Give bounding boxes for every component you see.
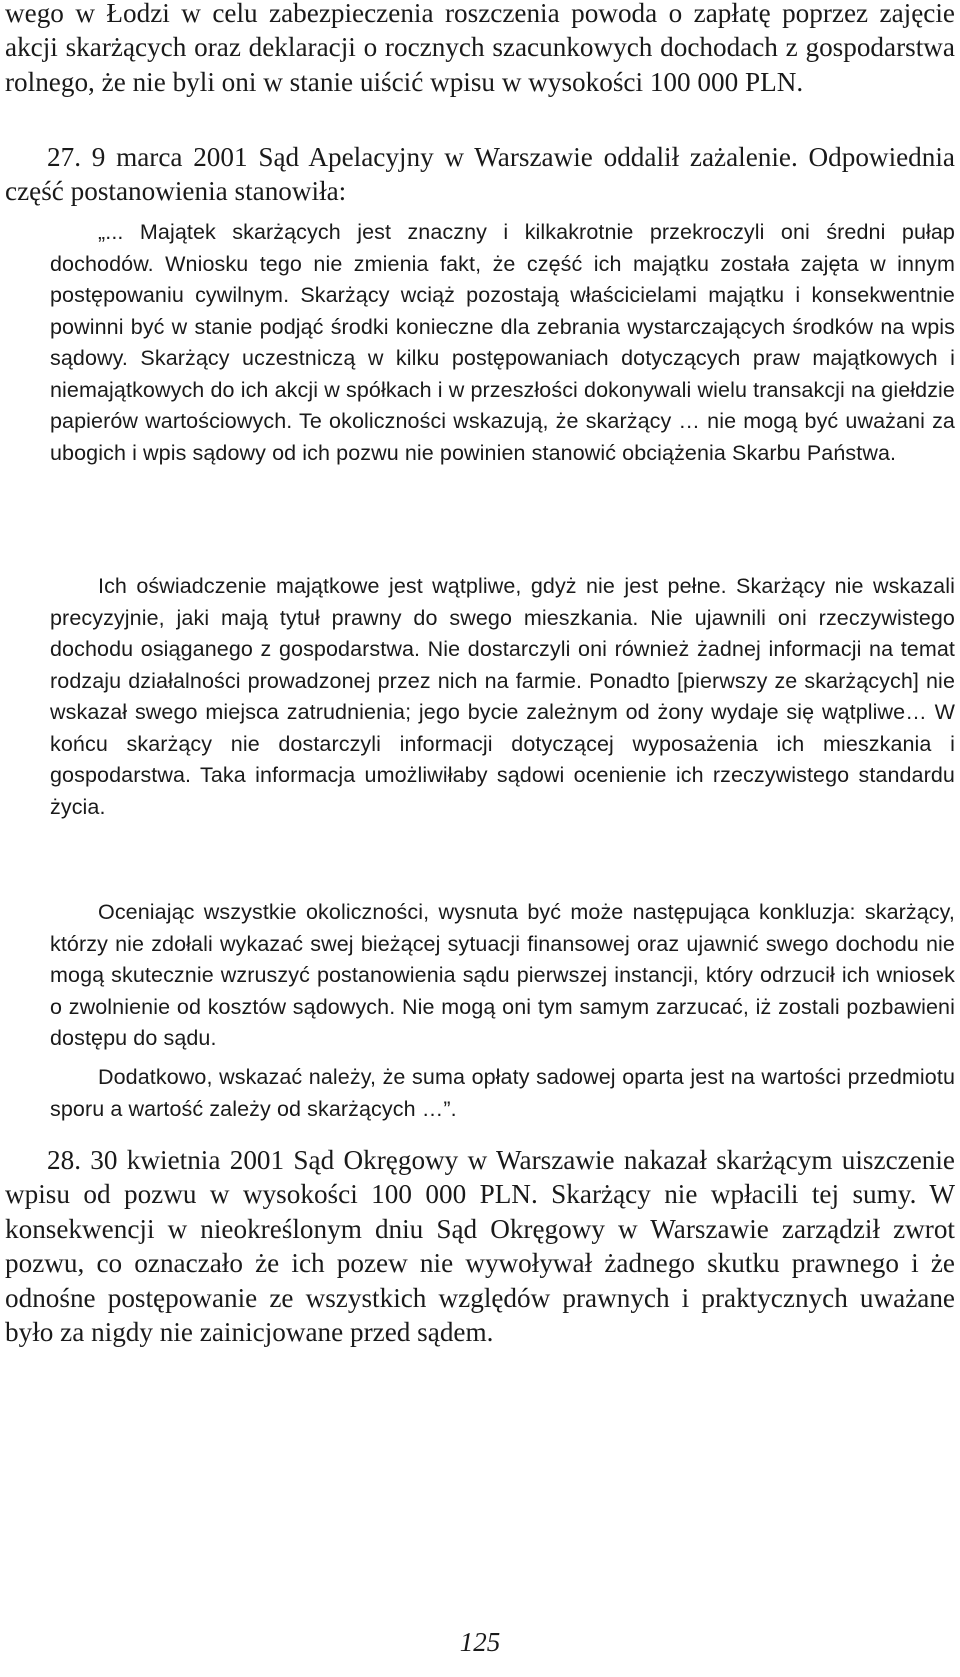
paragraph-continuation: wego w Łodzi w celu zabezpieczenia roszczenia powoda o zapłatę poprzez zajęcie akcji skarżących oraz deklaracji o rocznych szacunkowych dochodach z gospodarstwa rolnego, że nie byli oni w stanie uiścić wpisu w wysokości 100 000 PLN. [5, 0, 955, 97]
paragraph-27: 27. 9 marca 2001 Sąd Apelacyjny w Warszawie oddalił zażalenie. Odpowiednia część postanowienia stanowiła: [5, 142, 955, 207]
paragraph-28: 28. 30 kwietnia 2001 Sąd Okręgowy w Warszawie nakazał skarżącym uiszczenie wpisu od pozwu w wysokości 100 000 PLN. Skarżący nie wpłacili tej sumy. W konsekwencji w nieokreślonym dniu Sąd Okręgowy w Warszawie zarządził zwrot pozwu, co oznaczało że ich pozew nie wywoływał żadnego skutku prawnego i że odnośne postępowanie ze wszystkich względów prawnych i praktycznych uważane było za nigdy nie zainicjowane przed sądem. [5, 1145, 955, 1348]
quote-paragraph-3: Oceniając wszystkie okoliczności, wysnuta być może następująca konkluzja: skarżący, którzy nie zdołali wykazać swej bieżącej sytuacji finansowej oraz ujawnić swego dochodu nie mogą skutecznie wzruszyć postanowienia sądu pierwszej instancji, który odrzucił ich wniosek o zwolnienie od kosztów sądowych. Nie mogą oni tym samym zarzucać, iż zostali pozbawieni dostępu do sądu. [50, 900, 955, 1050]
quote-paragraph-4: Dodatkowo, wskazać należy, że suma opłaty sadowej oparta jest na wartości przedmiotu sporu a wartość zależy od skarżących …”. [50, 1065, 955, 1121]
quote-paragraph-1: „... Majątek skarżących jest znaczny i kilkakrotnie przekroczyli oni średni pułap dochodów. Wniosku tego nie zmienia fakt, że część ich majątku została zajęta w innym postępowaniu cywilnym. Skarżący wciąż pozostają właścicielami majątku i konsekwentnie powinni być w stanie podjąć środki konieczne dla zebrania wystarczających środków na wpis sądowy. Skarżący uczestniczą w kilku postępowaniach dotyczących praw majątkowych i niemajątkowych do ich akcji w spółkach i w przeszłości dokonywali wielu transakcji na giełdzie papierów wartościowych. Te okoliczności wskazują, że skarżący … nie mogą być uważani za ubogich i wpis sądowy od ich pozwu nie powinien stanowić obciążenia Skarbu Państwa. [50, 220, 955, 465]
quote-paragraph-2: Ich oświadczenie majątkowe jest wątpliwe, gdyż nie jest pełne. Skarżący nie wskazali precyzyjnie, jaki mają tytuł prawny do swego mieszkania. Nie ujawnili oni rzeczywistego dochodu osiąganego z gospodarstwa. Nie dostarczyli oni również żadnej informacji na temat rodzaju działalności prowadzonej przez nich na farmie. Ponadto [pierwszy ze skarżących] nie wskazał swego miejsca zatrudnienia; jego bycie zależnym od żony wydaje się wątpliwe… W końcu skarżący nie dostarczyli informacji dotyczącej wyposażenia ich mieszkania i gospodarstwa. Taka informacja umożliwiłaby sądowi ocenienie ich rzeczywistego standardu życia. [50, 574, 955, 819]
page-number: 125 [459, 1627, 501, 1657]
